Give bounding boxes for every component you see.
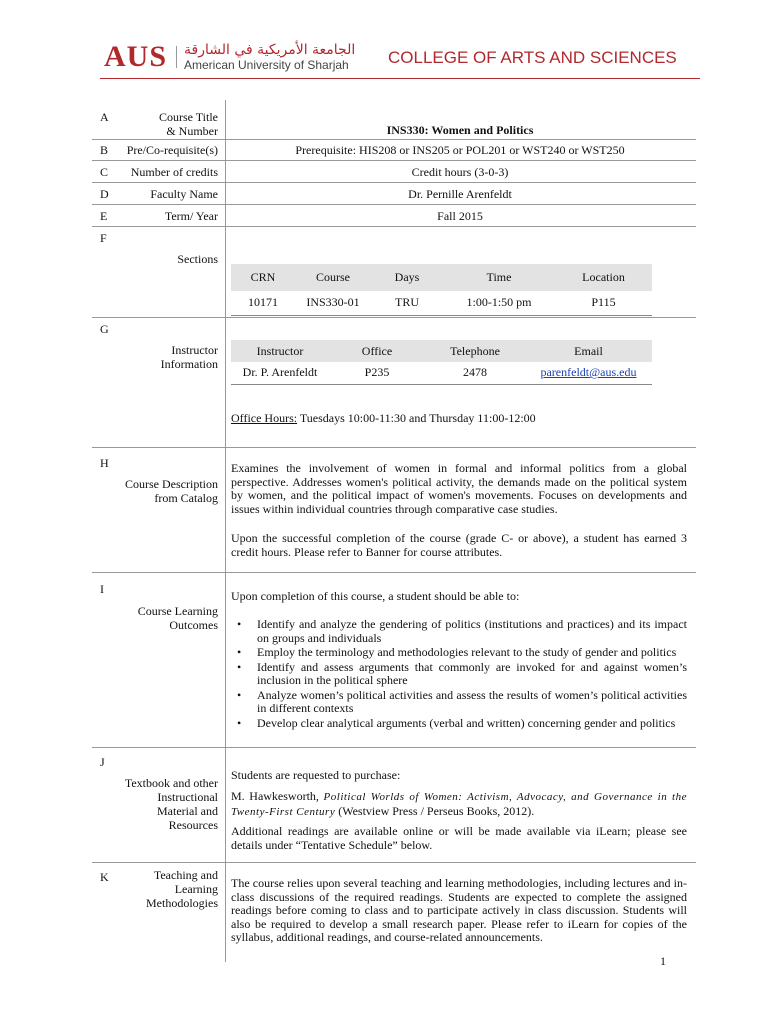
row-letter-k: K (100, 870, 109, 884)
section-course: INS330-01 (295, 291, 371, 315)
instructor-table (231, 340, 652, 385)
section-location: P115 (555, 291, 652, 315)
label-sections: Sections (177, 252, 218, 266)
label-instructor-info: Instructor Information (160, 343, 218, 371)
label-learning-outcomes: Course Learning Outcomes (137, 604, 218, 632)
sections-header-days: Days (371, 264, 443, 291)
row-divider (92, 160, 696, 161)
row-letter-b: B (100, 143, 109, 157)
instructor-office: P235 (329, 362, 425, 384)
row-divider (92, 447, 696, 448)
section-crn: 10171 (231, 291, 295, 315)
row-letter-c: C (100, 165, 109, 179)
logo-divider (176, 46, 177, 68)
row-divider (92, 226, 696, 227)
credits-value: Credit hours (3-0-3) (411, 165, 509, 179)
sections-header-course: Course (295, 264, 371, 291)
outcome-item: • Employ the terminology and methodologies relevant to the study of gender and politics (231, 646, 687, 660)
label-course-title: Course Title & Number (158, 110, 218, 138)
outcome-item: • Analyze women’s political activities and assess the results of women’s political activities in different contexts (231, 689, 687, 716)
faculty-value: Dr. Pernille Arenfeldt (408, 187, 512, 201)
row-divider (92, 204, 696, 205)
instructor-name: Dr. P. Arenfeldt (231, 362, 329, 384)
section-days: TRU (371, 291, 443, 315)
page-number: 1 (660, 954, 666, 968)
textbook-author: M. Hawkesworth, (231, 789, 324, 803)
row-divider (92, 182, 696, 183)
prerequisites-value: Prerequisite: HIS208 or INS205 or POL201 or WST240 or WST250 (295, 143, 625, 157)
row-divider (92, 862, 696, 863)
instructor-header-telephone: Telephone (425, 340, 525, 362)
textbook-publisher: (Westview Press / Perseus Books, 2012). (335, 803, 535, 818)
sections-table (231, 264, 652, 316)
page-header (0, 0, 768, 82)
label-prerequisites: Pre/Co-requisite(s) (126, 143, 218, 157)
college-name: COLLEGE OF ARTS AND SCIENCES (388, 48, 677, 67)
instructor-header-email: Email (525, 340, 652, 362)
row-letter-f: F (100, 231, 107, 245)
label-term: Term/ Year (164, 209, 218, 223)
header-rule (100, 78, 700, 79)
row-letter-i: I (100, 582, 104, 596)
label-faculty: Faculty Name (150, 187, 218, 201)
office-hours-label: Office Hours: (231, 411, 298, 425)
course-title-value: INS330: Women and Politics (386, 123, 534, 137)
outcome-item: • Identify and assess arguments that commonly are invoked for and against women’s inclusion in the political sphere (231, 661, 687, 688)
row-letter-a: A (100, 110, 109, 124)
label-course-description: Course Description from Catalog (125, 477, 218, 505)
outcome-item: • Identify and analyze the gendering of politics (institutions and practices) and its impact on groups and individuals (231, 618, 687, 645)
row-divider (92, 139, 696, 140)
sections-header-crn: CRN (231, 264, 295, 291)
sections-header-time: Time (443, 264, 555, 291)
course-description-p2: Upon the successful completion of the course (grade C- or above), a student has earned 3 credit hours. Please refer to Banner for course attributes. (231, 531, 687, 559)
row-letter-g: G (100, 322, 109, 336)
sections-header-location: Location (555, 264, 652, 291)
column-divider (225, 100, 226, 962)
office-hours (231, 412, 687, 426)
outcome-item: • Develop clear analytical arguments (verbal and written) concerning gender and politics (231, 717, 687, 731)
row-divider (92, 317, 696, 318)
instructor-telephone: 2478 (425, 362, 525, 384)
row-letter-h: H (100, 456, 109, 470)
outcomes-list (231, 618, 687, 731)
instructor-header-office: Office (329, 340, 425, 362)
textbook-additional: Additional readings are available online or will be made available via iLearn; please see details under “Tentative Schedule” below. (231, 824, 687, 852)
teaching-text: The course relies upon several teaching and learning methodologies, including lectures and in-class discussions of the required readings. Students are expected to complete the assigned readings before coming to class and to participate actively in class discussion. Students will also be required to develop a small research paper. Please refer to iLearn for copies of the syllabus, additional readings, and course-related announcements. (231, 876, 687, 944)
aus-logo: AUS (104, 40, 168, 73)
textbook-citation (231, 790, 687, 819)
label-textbook: Textbook and other Instructional Material and Resources (124, 776, 218, 832)
term-value: Fall 2015 (437, 209, 483, 223)
outcomes-intro: Upon completion of this course, a student should be able to: (231, 589, 520, 603)
row-divider (92, 747, 696, 748)
university-name-arabic: الجامعة الأمريكية في الشارقة (184, 42, 356, 58)
section-time: 1:00-1:50 pm (443, 291, 555, 315)
instructor-email-link[interactable]: parenfeldt@aus.edu (540, 365, 637, 380)
instructor-header-name: Instructor (231, 340, 329, 362)
label-credits: Number of credits (130, 165, 218, 179)
course-description-p1: Examines the involvement of women in formal and informal politics from a global perspective. Addresses women's political activity, the demands made on the political system by women, and the political impact of women's movements. Focuses on developments and issues within individual countries through comparative case studies. (231, 461, 687, 516)
textbook-title: Political Worlds of Women: Activism, Advocacy, and Governance in the Twenty-First Century (231, 791, 687, 818)
row-divider (92, 572, 696, 573)
row-letter-d: D (100, 187, 109, 201)
university-name-english: American University of Sharjah (184, 58, 349, 72)
row-letter-j: J (100, 755, 105, 769)
office-hours-text: Tuesdays 10:00-11:30 and Thursday 11:00-12:00 (297, 411, 536, 425)
textbook-intro: Students are requested to purchase: (231, 768, 401, 782)
label-teaching-methodologies: Teaching and Learning Methodologies (146, 868, 218, 910)
row-letter-e: E (100, 209, 108, 223)
